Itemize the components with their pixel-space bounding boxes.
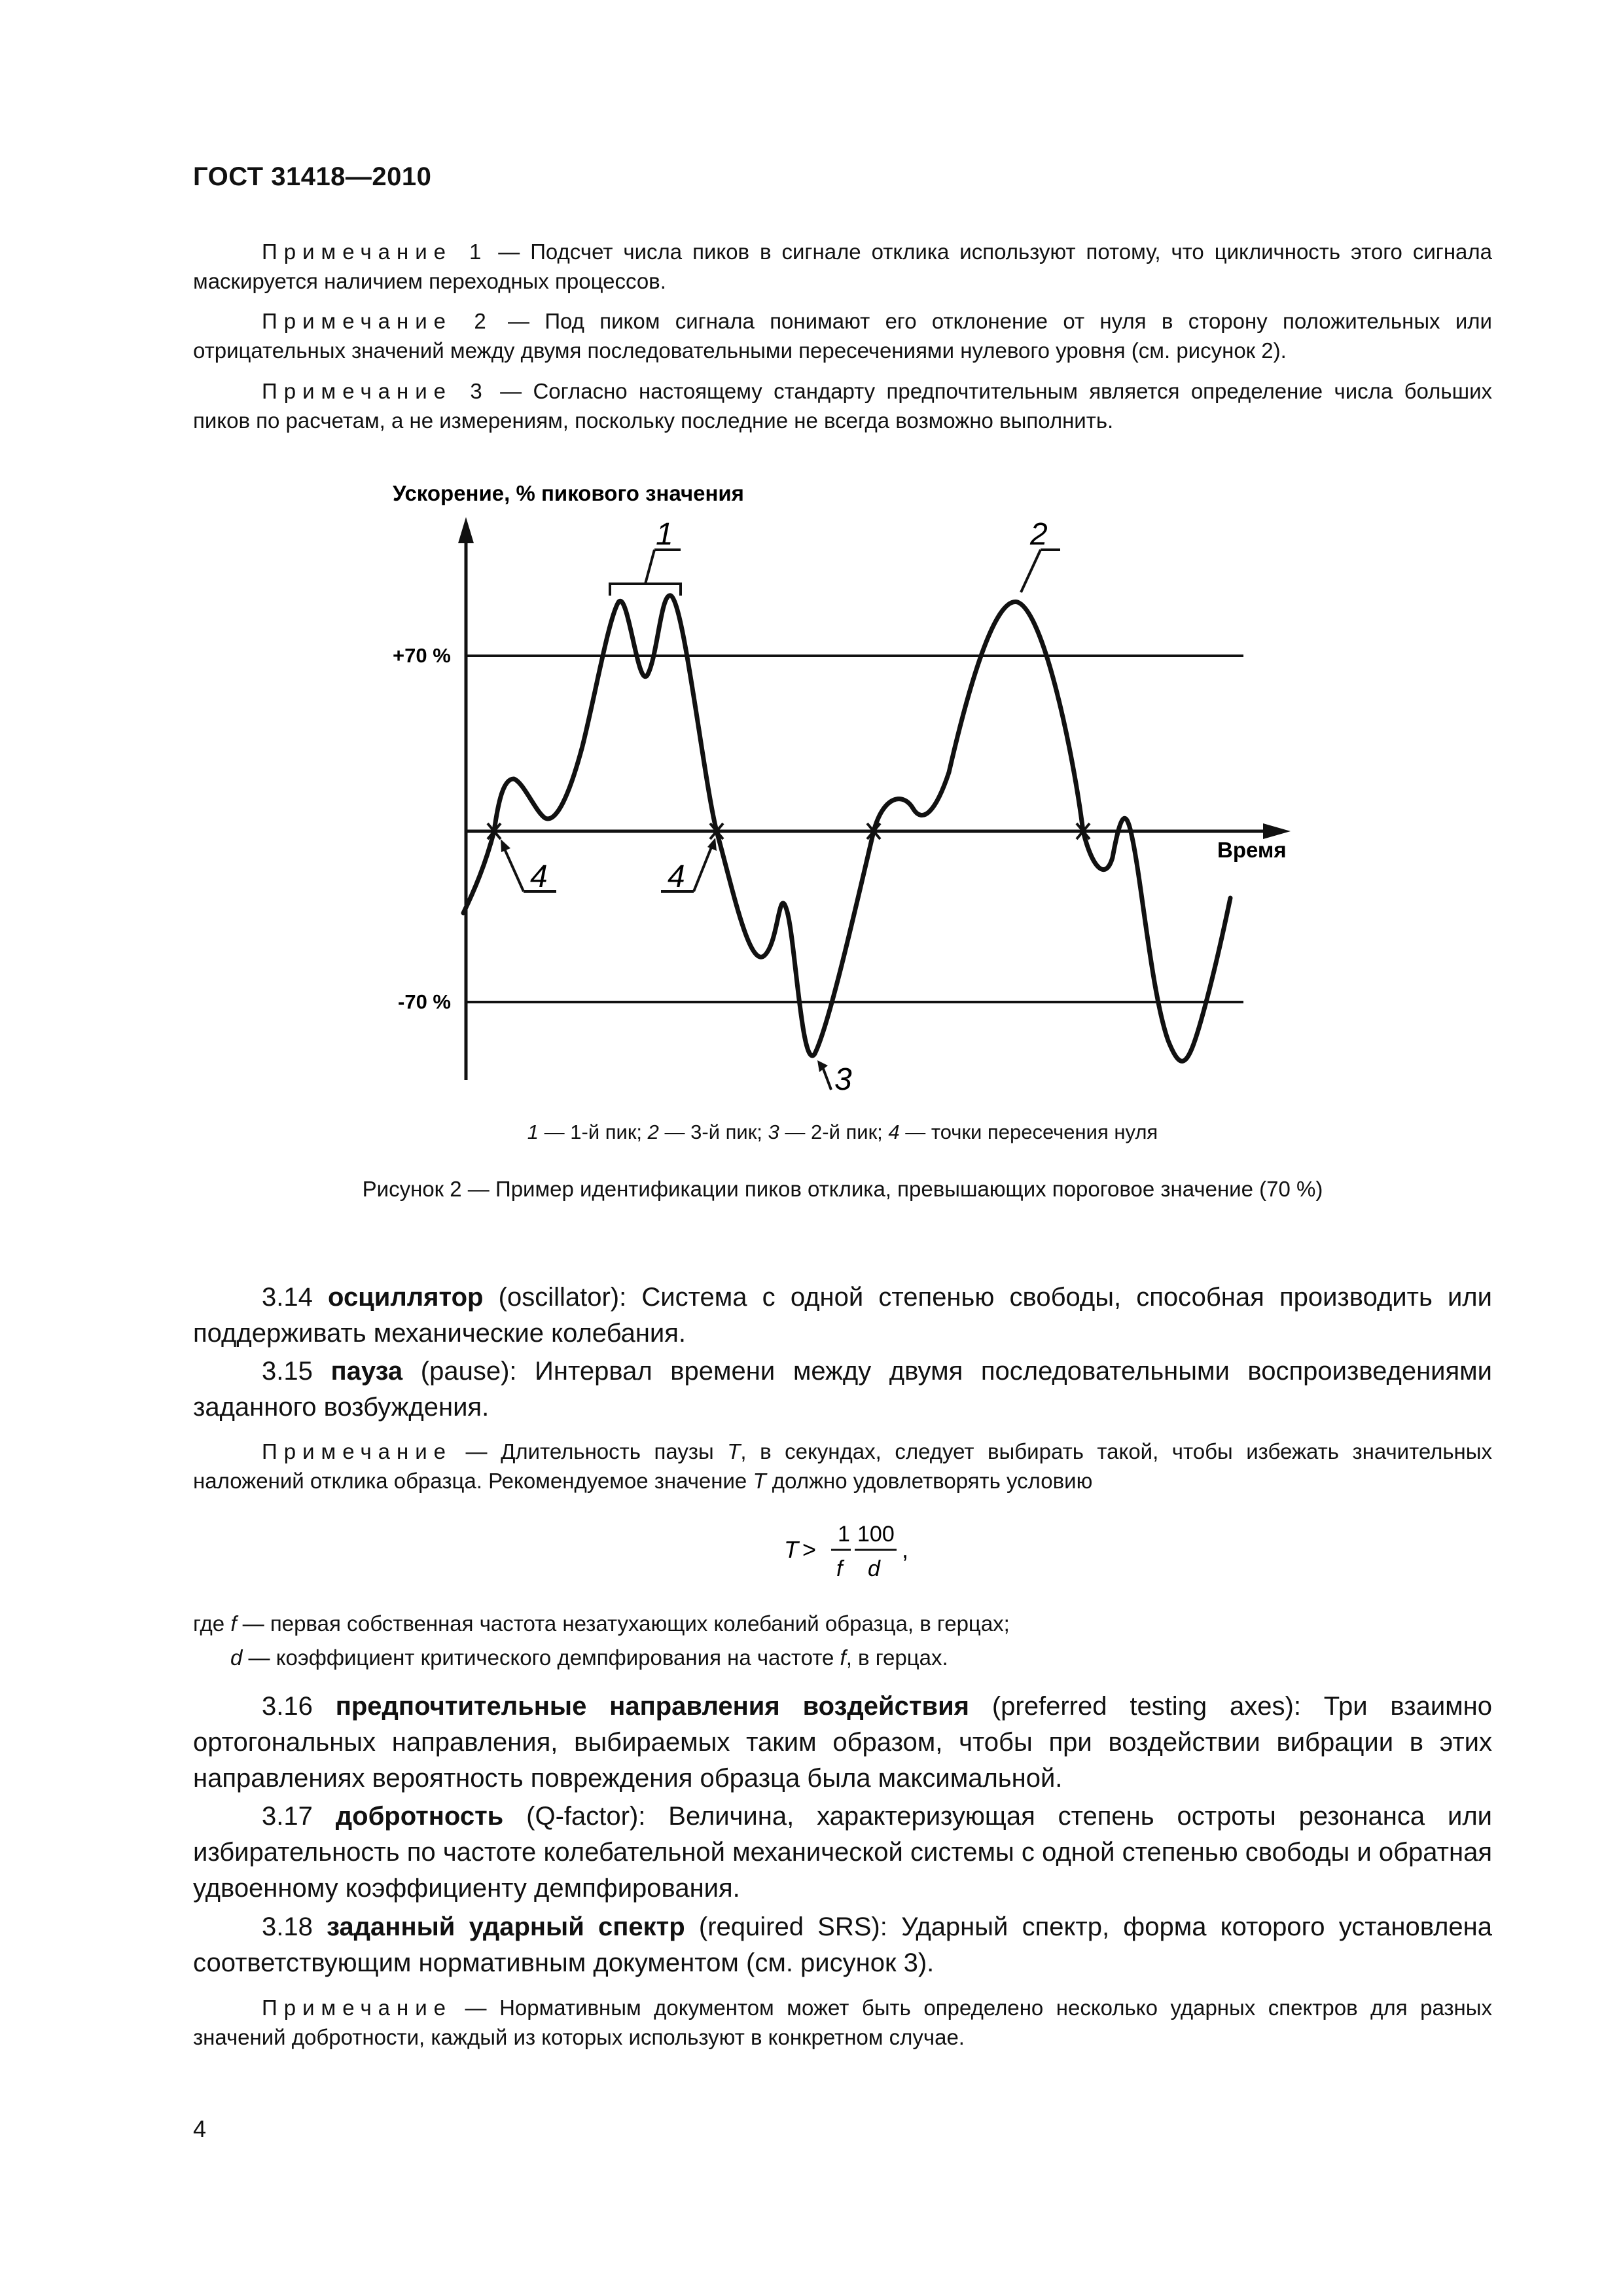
- term-number: 3.17: [262, 1802, 336, 1831]
- x-axis-arrow: [1263, 823, 1291, 839]
- formula-num-2: 100: [857, 1522, 895, 1547]
- term-name: заданный ударный спектр: [327, 1912, 685, 1941]
- term-definition: (pause): Интервал времени между двумя последовательными воспроизведениями заданного возбуждения.: [193, 1357, 1493, 1422]
- formula-where-line-1: [193, 1607, 1492, 1641]
- note-label: Примечание: [262, 1439, 453, 1463]
- legend-text-3: — 2-й пик;: [779, 1121, 889, 1143]
- legend-num-3: 3: [768, 1121, 779, 1143]
- var-f: f: [840, 1645, 846, 1670]
- term-3-17: [193, 1799, 1492, 1907]
- note-text: — Под пиком сигнала понимают его отклонение от нуля в сторону положительных или отрицательных значений между двумя последовательными пересечениями нулевого уровня (см. рисунок 2).: [193, 309, 1492, 363]
- note-text: — Нормативным документом может быть определено несколько ударных спектров для разных значений добротности, каждый из которых используют в конкретном случае.: [193, 1996, 1492, 2049]
- note-text-b: , в секундах, следует выбирать такой, чтобы избежать значительных наложений отклика образца. Рекомендуемое значение: [193, 1439, 1492, 1493]
- term-number: 3.16: [262, 1692, 336, 1721]
- term-3-16: [193, 1689, 1492, 1797]
- where-d-text-b: , в герцах.: [846, 1645, 948, 1670]
- marker-2-label: 2: [1030, 517, 1048, 552]
- legend-num-1: 1: [527, 1121, 539, 1143]
- term-number: 3.14: [262, 1283, 329, 1312]
- term-number: 3.15: [262, 1357, 331, 1386]
- page-number: 4: [193, 2115, 207, 2142]
- x-axis-label: Время: [1217, 838, 1287, 862]
- formula-where-line-2: [230, 1641, 1490, 1675]
- term-3-15: [193, 1354, 1492, 1426]
- term-name: предпочтительные направления воздействия: [335, 1692, 969, 1721]
- term-name: пауза: [330, 1357, 403, 1386]
- note-label: Примечание: [262, 1996, 453, 2020]
- note-label: Примечание 2: [262, 309, 493, 333]
- marker-3-label: 3: [834, 1062, 852, 1097]
- note-text: — Согласно настоящему стандарту предпочтительным является определение числа больших пиков по расчетам, а не измерениям, поскольку последние не всегда возможно выполнить.: [193, 379, 1492, 433]
- formula-den-2: d: [868, 1556, 880, 1581]
- var-T: T: [727, 1439, 741, 1463]
- marker-4b-arrowhead: [707, 838, 717, 851]
- note-text-a: — Длительность паузы: [452, 1439, 728, 1463]
- marker-2-leader: [1021, 550, 1041, 592]
- var-d: d: [230, 1645, 243, 1670]
- legend-text-1: — 1-й пик;: [539, 1121, 648, 1143]
- marker-4b-leader: [694, 846, 712, 891]
- formula-gt: >: [802, 1536, 817, 1563]
- legend-num-2: 2: [647, 1121, 659, 1143]
- final-note: [193, 1993, 1492, 2052]
- marker-4a-arrowhead: [501, 839, 510, 852]
- term-name: осциллятор: [328, 1283, 484, 1312]
- term-definition: (required SRS): Ударный спектр, форма которого установлена соответствующим нормативным документом (см. рисунок 3).: [193, 1912, 1492, 1977]
- y-axis-arrow: [458, 517, 474, 543]
- where-d-text-a: — коэффициент критического демпфирования на частоте: [242, 1645, 840, 1670]
- signal-curve: [463, 596, 1230, 1061]
- formula-den-1: f: [836, 1556, 843, 1581]
- marker-4b-label: 4: [668, 859, 685, 894]
- formula-num-1: 1: [838, 1522, 850, 1547]
- plus-level-label: +70 %: [393, 644, 451, 667]
- marker-4a-label: 4: [530, 859, 548, 894]
- legend-text-4: — точки пересечения нуля: [899, 1121, 1158, 1143]
- figure-legend: [193, 1121, 1492, 1144]
- legend-text-2: — 3-й пик;: [658, 1121, 768, 1143]
- pause-note: [193, 1437, 1492, 1496]
- where-f-text: — первая собственная частота незатухающих колебаний образца, в герцах;: [236, 1611, 1010, 1636]
- marker-1-label: 1: [656, 517, 673, 552]
- var-T: T: [753, 1469, 766, 1493]
- formula-lhs: T: [784, 1536, 798, 1563]
- note-text-c: должно удовлетворять условию: [766, 1469, 1093, 1493]
- var-f: f: [230, 1611, 237, 1636]
- term-definition: (oscillator): Система с одной степенью свободы, способная производить или поддерживать механические колебания.: [193, 1283, 1492, 1348]
- note-label: Примечание 3: [262, 379, 489, 403]
- marker-4a-leader: [504, 848, 524, 891]
- note-label: Примечание 1: [262, 240, 488, 264]
- y-axis-label: Ускорение, % пикового значения: [393, 481, 744, 505]
- term-number: 3.18: [262, 1912, 327, 1941]
- marker-1-leader: [645, 550, 654, 584]
- formula: [772, 1512, 929, 1597]
- note-text: — Подсчет числа пиков в сигнале отклика используют потому, что цикличность этого сигнала маскируется наличием переходных процессов.: [193, 240, 1493, 293]
- formula-comma: ,: [902, 1536, 909, 1563]
- term-3-14: [193, 1280, 1492, 1352]
- legend-num-4: 4: [888, 1121, 900, 1143]
- term-definition: (Q-factor): Величина, характеризующая степень остроты резонанса или избирательность по частоте колебательной механической системы с одной степенью свободы и обратная удвоенному коэффициенту демпфирования.: [193, 1802, 1492, 1903]
- document-header: ГОСТ 31418—2010: [193, 162, 432, 191]
- term-definition: (preferred testing axes): Три взаимно ортогональных направления, выбираемых таким образом, чтобы при воздействии вибрации в этих направлениях вероятность повреждения образца была максимальной.: [193, 1692, 1492, 1793]
- term-3-18: [193, 1909, 1492, 1981]
- where-prefix: где: [193, 1611, 231, 1636]
- figure-caption: Рисунок 2 — Пример идентификации пиков отклика, превышающих пороговое значение (70 %): [362, 1177, 1323, 1201]
- minus-level-label: -70 %: [398, 990, 451, 1013]
- term-name: добротность: [335, 1802, 504, 1831]
